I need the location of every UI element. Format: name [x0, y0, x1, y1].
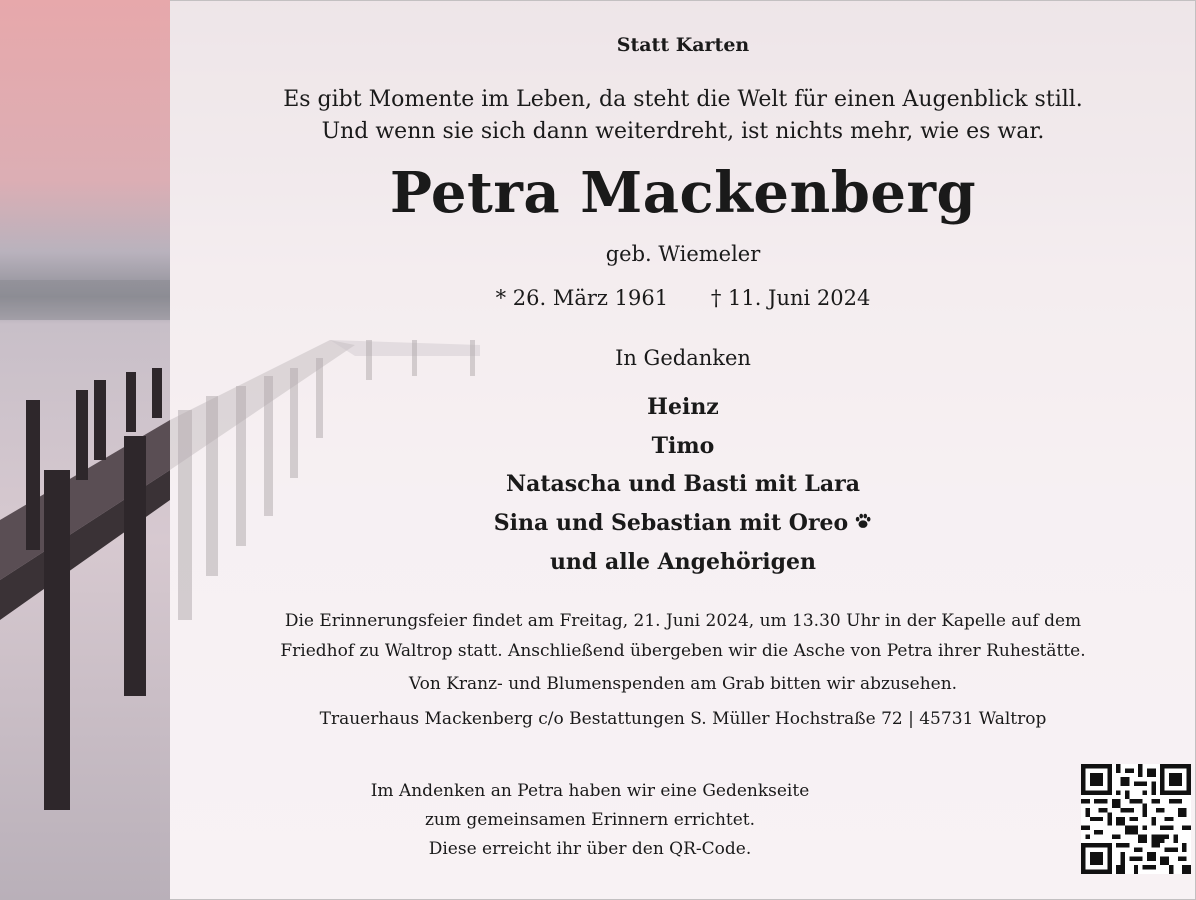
birth-date: * 26. März 1961: [495, 286, 669, 310]
mourner-line: Heinz: [647, 394, 719, 420]
mourner-line: Natascha und Basti mit Lara: [506, 471, 860, 497]
opening-quote: [170, 84, 1196, 148]
service-announcement: [170, 606, 1196, 666]
life-dates: [170, 286, 1196, 310]
paw-icon: [854, 504, 872, 543]
service-line: Die Erinnerungsfeier findet am Freitag, 21. Juni 2024, um 13.30 Uhr in der Kapelle auf dem: [284, 611, 1082, 631]
quote-line: Es gibt Momente im Leben, da steht die Welt für einen Augenblick still.: [283, 87, 1083, 112]
mourners-list: [170, 388, 1196, 581]
in-memory-label: In Gedanken: [615, 346, 751, 370]
mourner-line: und alle Angehörigen: [549, 548, 817, 575]
memorial-line: Diese erreicht ihr über den QR-Code.: [428, 839, 752, 859]
memorial-page-note: [360, 777, 820, 864]
deceased-name: Petra Mackenberg: [389, 160, 977, 226]
mourner-line-with-paw: [170, 504, 1196, 543]
obituary-content: [170, 0, 1196, 900]
quote-line: Und wenn sie sich dann weiterdreht, ist nichts mehr, wie es war.: [321, 119, 1045, 144]
qr-code-icon[interactable]: [1081, 764, 1191, 874]
maiden-name: geb. Wiemeler: [605, 242, 761, 266]
memorial-line: Im Andenken an Petra haben wir eine Gedenkseite: [370, 781, 810, 801]
flowers-note: Von Kranz- und Blumenspenden am Grab bitten wir abzusehen.: [408, 674, 958, 694]
service-line: Friedhof zu Waltrop statt. Anschließend übergeben wir die Asche von Petra ihrer Ruhestätte.: [280, 641, 1086, 661]
mourner-line: Timo: [651, 432, 715, 459]
mourning-address: Trauerhaus Mackenberg c/o Bestattungen S. Müller Hochstraße 72 | 45731 Waltrop: [319, 709, 1047, 729]
memorial-line: zum gemeinsamen Erinnern errichtet.: [424, 810, 756, 830]
mourner-line: Sina und Sebastian mit Oreo: [493, 509, 849, 536]
death-date: † 11. Juni 2024: [710, 286, 871, 310]
notice-header: Statt Karten: [616, 34, 750, 56]
